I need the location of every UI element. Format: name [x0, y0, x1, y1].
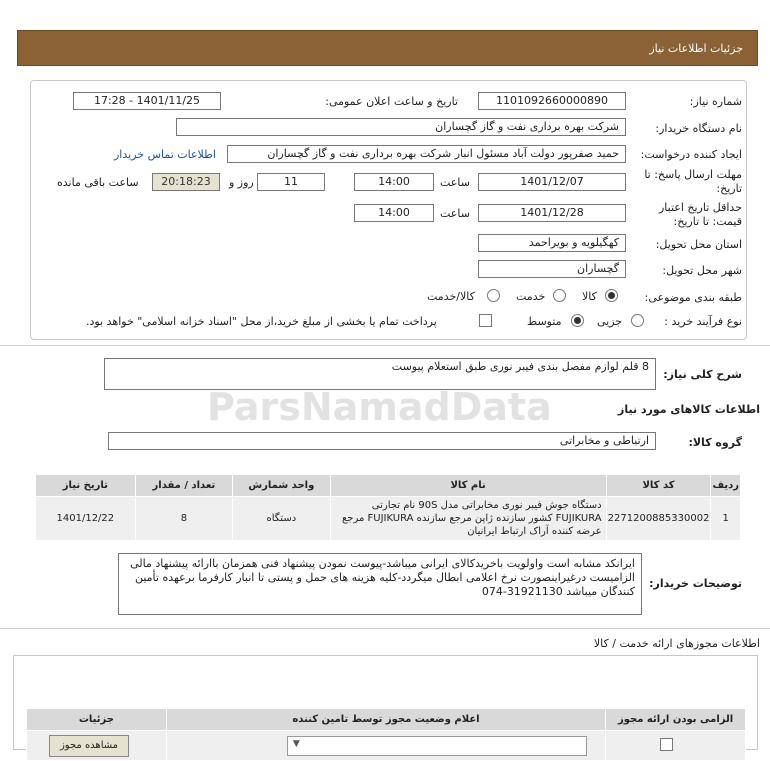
days-label: روز و [229, 176, 254, 189]
category-option-service: خدمت [516, 290, 546, 303]
cell-code: 2271200885330002 [606, 497, 711, 541]
process-radio-minor[interactable] [631, 314, 644, 327]
col-qty: تعداد / مقدار [135, 475, 232, 497]
page-title: جزئیات اطلاعات نیاز [649, 41, 743, 55]
category-radio-goods[interactable] [605, 289, 618, 302]
page-header [17, 30, 758, 66]
process-option-medium: متوسط [527, 315, 562, 328]
creator-label: ایجاد کننده درخواست: [640, 148, 742, 161]
days-remaining-field: 11 [257, 173, 325, 191]
goods-group-field: ارتباطی و مخابراتی [108, 432, 656, 450]
deadline-date-field: 1401/12/07 [478, 173, 626, 191]
table-row [27, 731, 746, 761]
buyer-contact-link[interactable]: اطلاعات تماس خریدار [114, 148, 216, 161]
col-name: نام کالا [330, 475, 606, 497]
validity-label: حداقل تاریخ اعتبار [658, 201, 742, 214]
items-table [35, 474, 741, 541]
col-row: ردیف [711, 475, 741, 497]
divider [0, 345, 770, 346]
category-option-both: کالا/خدمت [427, 290, 475, 303]
remaining-label: ساعت باقی مانده [57, 176, 139, 189]
goods-info-title: اطلاعات کالاهای مورد نیاز [618, 403, 760, 416]
creator-field: حمید صفرپور دولت آباد مسئول انبار شرکت بهره برداری نفت و گاز گچساران [227, 145, 626, 163]
category-label: طبقه بندی موضوعی: [644, 291, 742, 304]
permits-title: اطلاعات مجوزهای ارائه خدمت / کالا [593, 637, 760, 650]
validity-time-field: 14:00 [354, 204, 434, 222]
deadline-label: مهلت ارسال پاسخ: تا [644, 168, 742, 181]
city-label: شهر محل تحویل: [662, 264, 742, 277]
buyer-org-field: شرکت بهره برداری نفت و گاز گچساران [176, 118, 626, 136]
process-option-minor: جزیی [597, 315, 623, 328]
col-code: کد کالا [606, 475, 711, 497]
cell-unit: دستگاه [233, 497, 331, 541]
deadline-time-field: 14:00 [354, 173, 434, 191]
buyer-notes-label: توضیحات خریدار: [649, 577, 742, 590]
announce-label: تاریخ و ساعت اعلان عمومی: [325, 95, 458, 108]
buyer-org-label: نام دستگاه خریدار: [655, 122, 742, 135]
cell-qty: 8 [135, 497, 232, 541]
process-radio-medium[interactable] [571, 314, 584, 327]
col-permit-status: اعلام وضعیت مجوز توسط تامین کننده [166, 709, 605, 731]
category-radio-both[interactable] [487, 289, 500, 302]
category-option-goods: کالا [582, 290, 597, 303]
goods-group-label: گروه کالا: [688, 436, 742, 449]
view-permit-button[interactable]: مشاهده مجوز [49, 735, 129, 757]
announce-datetime-field: 1401/11/25 - 17:28 [73, 92, 221, 110]
validity-time-label: ساعت [440, 207, 470, 220]
table-row [36, 497, 741, 541]
chevron-down-icon: ▼ [292, 739, 300, 749]
cell-row: 1 [711, 497, 741, 541]
need-number-label: شماره نیاز: [689, 95, 742, 108]
divider [0, 628, 770, 629]
payment-note: پرداخت تمام یا بخشی از مبلغ خرید،از محل "اسناد خزانه اسلامی" خواهد بود. [86, 315, 437, 328]
cell-name: دستگاه جوش فیبر نوری مخابراتی مدل 90S نام تجارتی FUJIKURA کشور سازنده ژاپن مرجع سازنده FUJIKURA مرجع عرضه کننده آراک ارتباط ایرانیان [330, 497, 606, 541]
cell-date: 1401/12/22 [36, 497, 136, 541]
col-unit: واحد شمارش [233, 475, 331, 497]
permit-status-select[interactable] [287, 736, 587, 756]
city-field: گچساران [478, 260, 626, 278]
province-field: کهگیلویه و بویراحمد [478, 234, 626, 252]
category-radio-service[interactable] [553, 289, 566, 302]
watermark-brand: ParsNamadData [207, 385, 552, 429]
treasury-checkbox[interactable] [479, 314, 492, 327]
province-label: استان محل تحویل: [655, 238, 742, 251]
validity-label-date: قیمت: تا تاریخ: [673, 215, 742, 228]
col-permit-required: الزامی بودن ارائه مجوز [606, 709, 746, 731]
col-permit-details: جزئیات [27, 709, 167, 731]
validity-date-field: 1401/12/28 [478, 204, 626, 222]
need-number-field: 1101092660000890 [478, 92, 626, 110]
permits-table [26, 708, 746, 761]
deadline-time-label: ساعت [440, 176, 470, 189]
summary-field: 8 قلم لوازم مفصل بندی فیبر نوری طبق استعلام پیوست [104, 358, 656, 390]
col-date: تاریخ نیاز [36, 475, 136, 497]
remaining-time-field: 20:18:23 [152, 173, 220, 191]
summary-label: شرح کلی نیاز: [663, 368, 742, 381]
process-label: نوع فرآیند خرید : [664, 315, 742, 328]
deadline-label-date: تاریخ: [716, 182, 742, 195]
buyer-notes-field: ایرانکد مشابه است واولویت باخریدکالای ایرانی میباشد-پیوست نمودن پیشنهاد فنی همزمان باارائه پیشنهاد مالی الزامیست درغیراینصورت نرخ اعلامی ابطال میگردد-کلیه هزینه های حمل و پستی تا انبار کارفرما برعهده تأمین کنندگان میباشد 31921130-074 [118, 553, 642, 615]
